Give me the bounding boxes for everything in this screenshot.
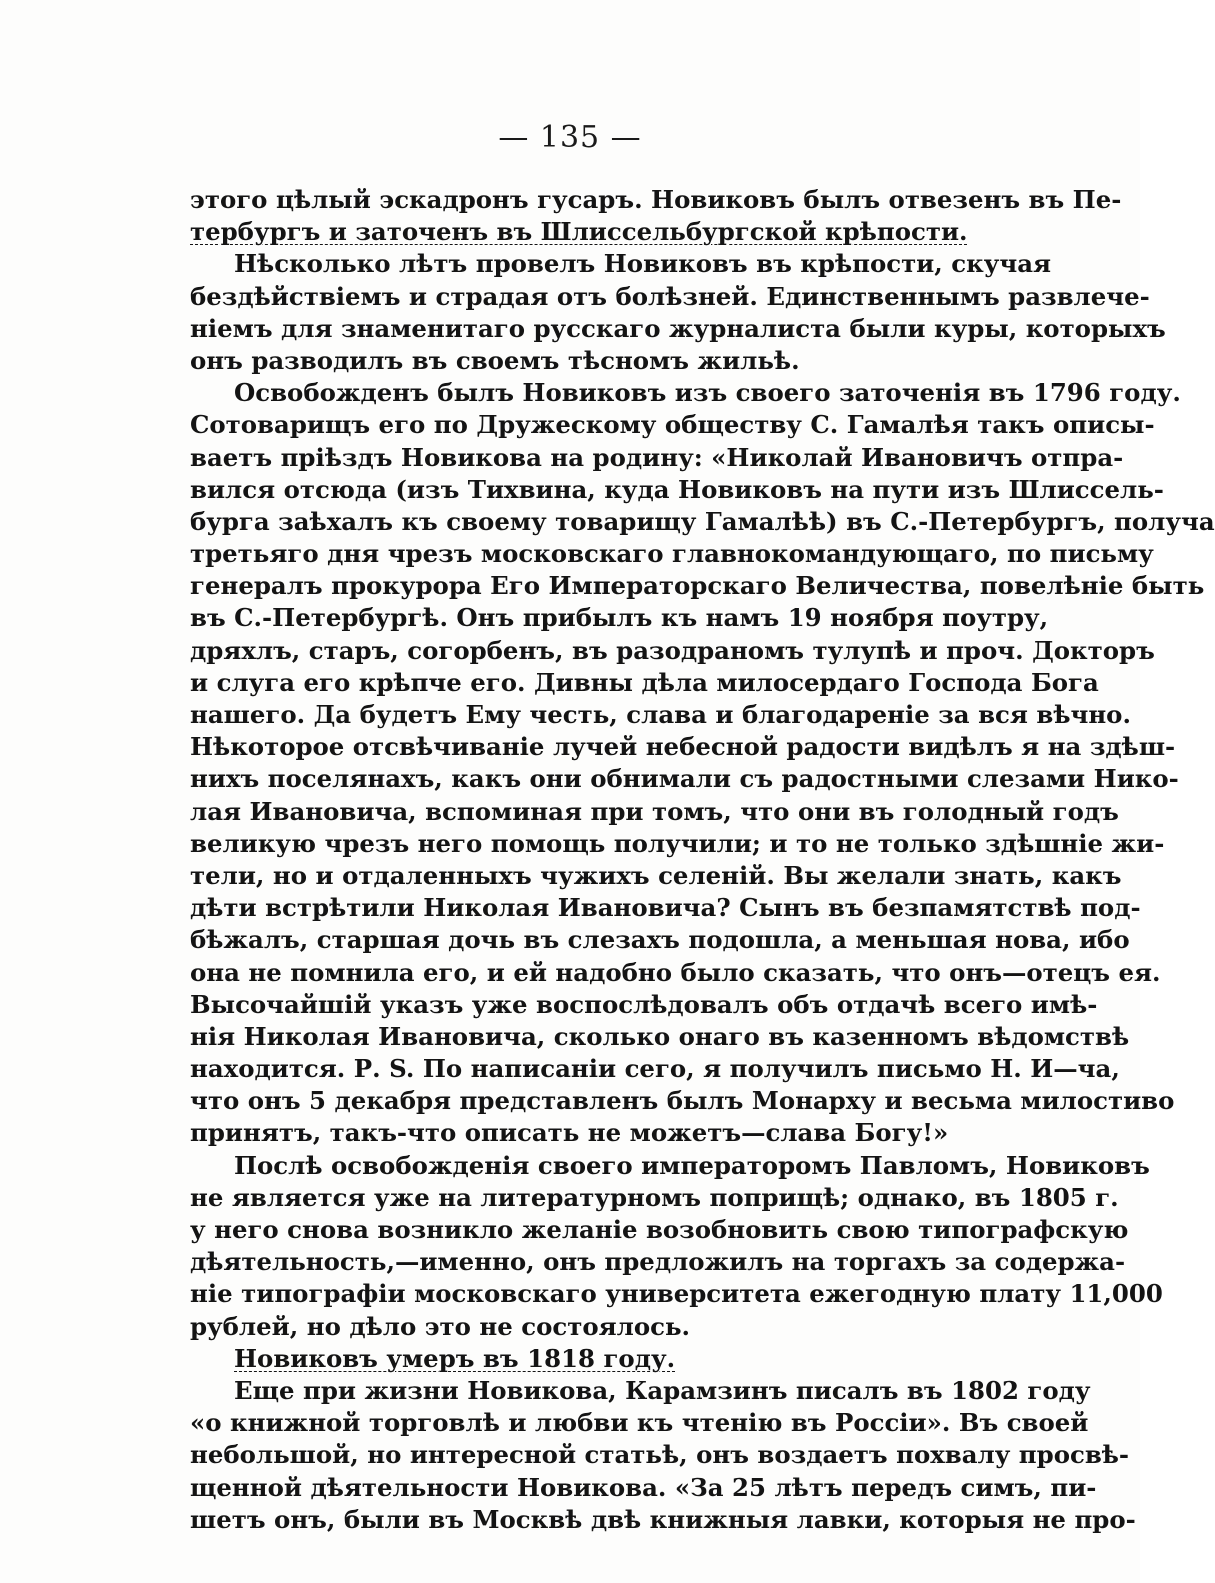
- text-line: тербургъ и заточенъ въ Шлиссельбургской крѣпости.: [190, 217, 968, 247]
- text-line: ваетъ пріѣздъ Новикова на родину: «Николай Ивановичъ отпра-: [190, 442, 1124, 472]
- text-line: Еще при жизни Новикова, Карамзинъ писалъ въ 1802 году: [234, 1375, 1091, 1405]
- text-line: небольшой, но интересной статьѣ, онъ воздаетъ похвалу просвѣ-: [190, 1440, 1130, 1470]
- body-text: [190, 184, 1215, 1536]
- text-line: щенной дѣятельности Новикова. «За 25 лѣтъ передъ симъ, пи-: [190, 1472, 1097, 1502]
- text-line: Освобожденъ былъ Новиковъ изъ своего заточенія въ 1796 году.: [234, 378, 1181, 408]
- text-line: не является уже на литературномъ поприщѣ; однако, въ 1805 г.: [190, 1182, 1119, 1212]
- page-number: — 135 —: [498, 120, 642, 155]
- text-line: что онъ 5 декабря представленъ былъ Монарху и весьма милостиво: [190, 1086, 1175, 1116]
- text-line: Высочайшій указъ уже воспослѣдовалъ объ отдачѣ всего имѣ-: [190, 989, 1098, 1019]
- text-line: Нѣкоторое отсвѣчиваніе лучей небесной радости видѣлъ я на здѣш-: [190, 732, 1176, 762]
- text-line: дряхлъ, старъ, согорбенъ, въ разодраномъ тулупѣ и проч. Докторъ: [190, 635, 1155, 665]
- text-line: бездѣйствіемъ и страдая отъ болѣзней. Единственнымъ развлече-: [190, 281, 1150, 311]
- text-line: Сотоварищъ его по Дружескому обществу С. Гамалѣя такъ описы-: [190, 410, 1155, 440]
- text-line: ніемъ для знаменитаго русскаго журналиста были куры, которыхъ: [190, 313, 1166, 343]
- text-line: великую чрезъ него помощь получили; и то не только здѣшніе жи-: [190, 828, 1165, 858]
- text-line: шетъ онъ, были въ Москвѣ двѣ книжныя лавки, которыя не про-: [190, 1504, 1136, 1534]
- text-line: Послѣ освобожденія своего императоромъ Павломъ, Новиковъ: [234, 1150, 1150, 1180]
- text-line: нія Николая Ивановича, сколько онаго въ казенномъ вѣдомствѣ: [190, 1021, 1130, 1051]
- text-line: находится. Р. S. По написаніи сего, я получилъ письмо Н. И—ча,: [190, 1054, 1120, 1084]
- text-line: дѣятельность,—именно, онъ предложилъ на торгахъ за содержа-: [190, 1247, 1126, 1277]
- text-line: бѣжалъ, старшая дочь въ слезахъ подошла, а меньшая нова, ибо: [190, 925, 1130, 955]
- text-line: и слуга его крѣпче его. Дивны дѣла милосердаго Господа Бога: [190, 667, 1099, 697]
- text-line: нашего. Да будетъ Ему честь, слава и благодареніе за вся вѣчно.: [190, 700, 1131, 729]
- text-line: генералъ прокурора Его Императорскаго Величества, повелѣніе быть: [190, 571, 1205, 601]
- text-line: «о книжной торговлѣ и любви къ чтенію въ Россіи». Въ своей: [190, 1408, 1089, 1438]
- text-line: лая Ивановича, вспоминая при томъ, что они въ голодный годъ: [190, 796, 1119, 826]
- text-line: вился отсюда (изъ Тихвина, куда Новиковъ на пути изъ Шлиссель-: [190, 474, 1164, 504]
- text-line: принятъ, такъ-что описать не можетъ—слава Богу!»: [190, 1118, 949, 1148]
- text-line: нихъ поселянахъ, какъ они обнимали съ радостными слезами Нико-: [190, 764, 1179, 794]
- text-line: этого цѣлый эскадронъ гусаръ. Новиковъ былъ отвезенъ въ Пе-: [190, 185, 1122, 214]
- text-line: у него снова возникло желаніе возобновить свою типографскую: [190, 1215, 1129, 1244]
- text-line: дѣти встрѣтили Николая Ивановича? Сынъ въ безпамятствѣ под-: [190, 893, 1141, 923]
- text-line: онъ разводилъ въ своемъ тѣсномъ жильѣ.: [190, 345, 800, 375]
- text-line: ніе типографіи московскаго университета ежегодную плату 11,000: [190, 1279, 1163, 1309]
- text-line: она не помнила его, и ей надобно было сказать, что онъ—отецъ ея.: [190, 957, 1161, 987]
- text-line: Нѣсколько лѣтъ провелъ Новиковъ въ крѣпости, скучая: [234, 249, 1052, 279]
- text-line: третьяго дня чрезъ московскаго главнокомандующаго, по письму: [190, 539, 1154, 569]
- text-line: Новиковъ умеръ въ 1818 году.: [234, 1343, 676, 1373]
- text-line: тели, но и отдаленныхъ чужихъ селеній. Вы желали знать, какъ: [190, 860, 1122, 890]
- text-line: въ С.-Петербургѣ. Онъ прибылъ къ намъ 19 ноября поутру,: [190, 603, 1049, 633]
- text-line: рублей, но дѣло это не состоялось.: [190, 1311, 691, 1341]
- text-line: бурга заѣхалъ къ своему товарищу Гамалѣѣ) въ С.-Петербургъ, получа: [190, 506, 1215, 536]
